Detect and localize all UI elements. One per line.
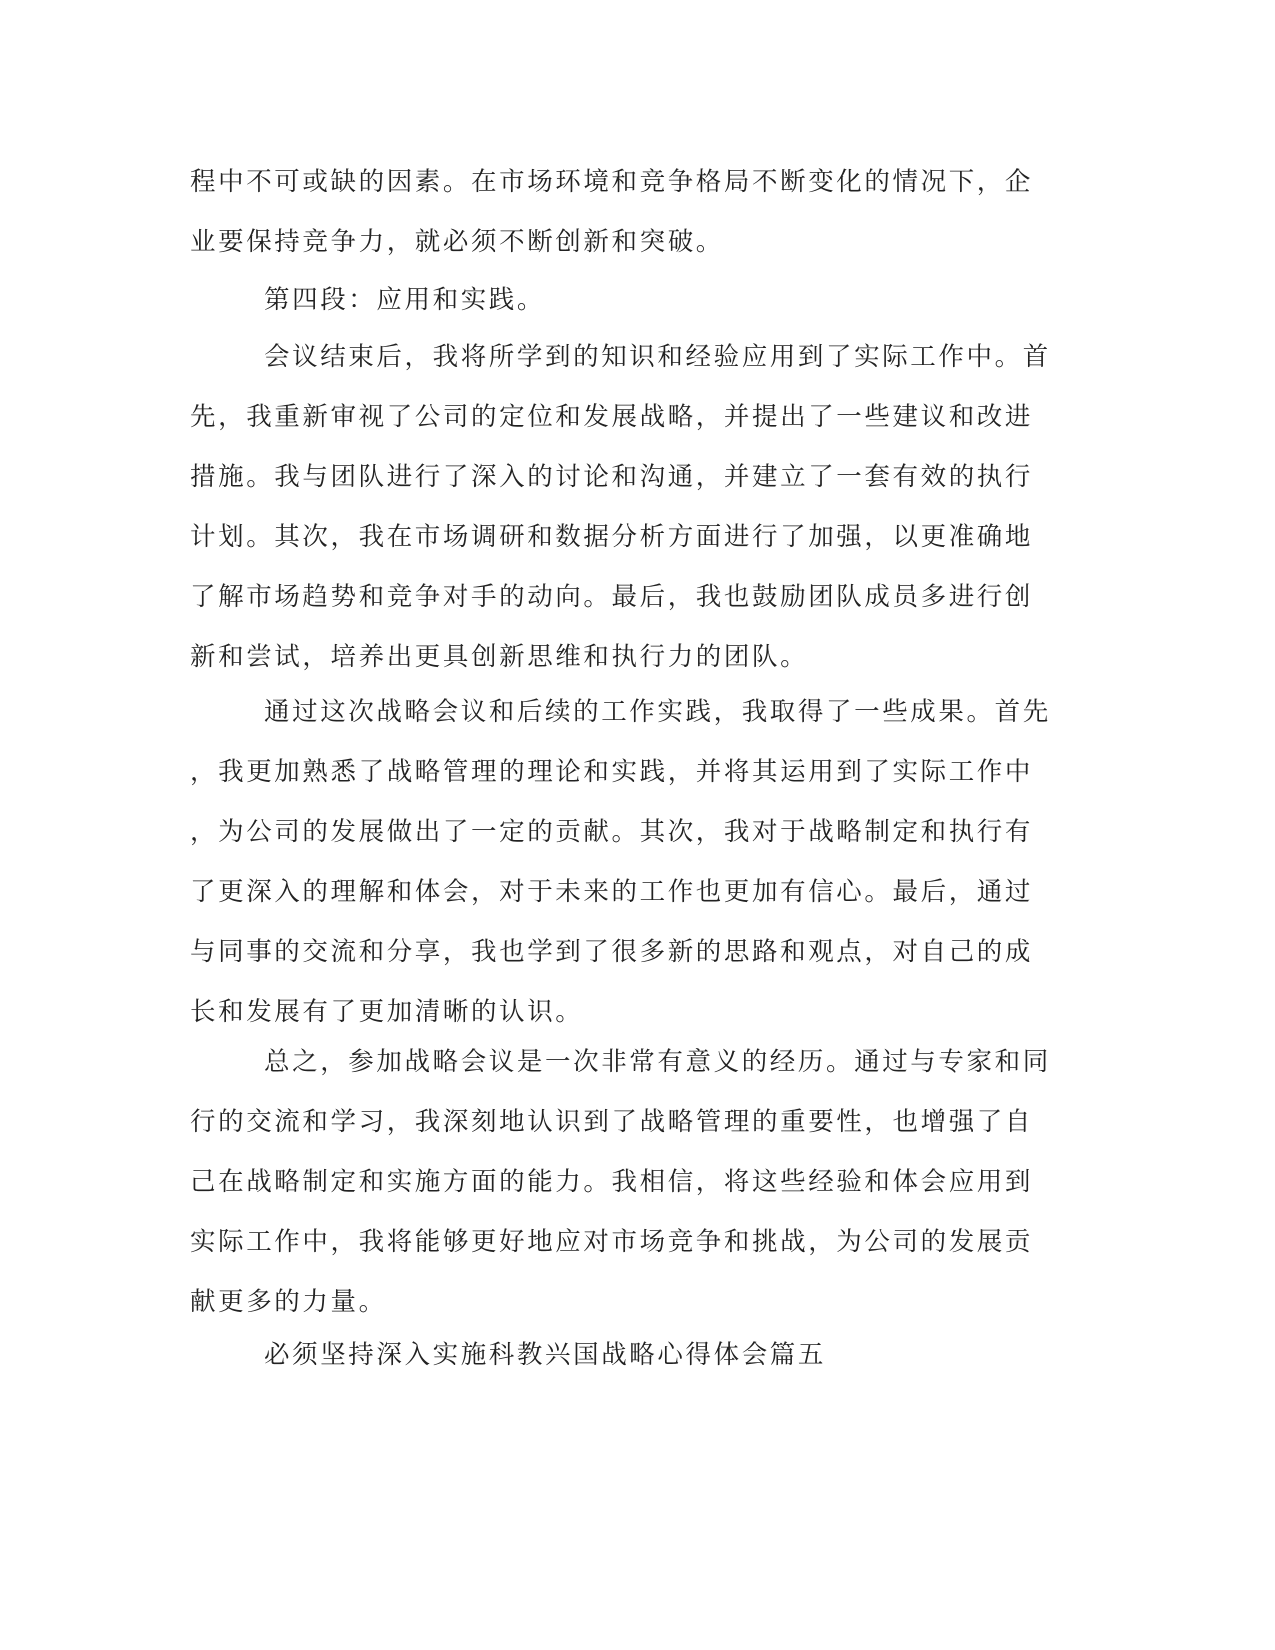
text-line: 计划。其次，我在市场调研和数据分析方面进行了加强，以更准确地 (190, 522, 1034, 552)
text-line: 业要保持竞争力，就必须不断创新和突破。 (190, 227, 724, 257)
text-line: 长和发展有了更加清晰的认识。 (190, 997, 584, 1027)
paragraph-1 (190, 152, 1090, 272)
section-heading-4 (190, 270, 1090, 330)
text-line: 新和尝试，培养出更具创新思维和执行力的团队。 (190, 642, 809, 672)
text-line: 总之，参加战略会议是一次非常有意义的经历。通过与专家和同 (264, 1047, 1051, 1077)
text-line: 献更多的力量。 (190, 1287, 387, 1317)
paragraph-5 (190, 1032, 1090, 1332)
text-line: 程中不可或缺的因素。在市场环境和竞争格局不断变化的情况下，企 (190, 167, 1034, 197)
section-heading-text: 第四段：应用和实践。 (264, 285, 546, 315)
paragraph-3 (190, 327, 1090, 687)
article-title-5 (190, 1325, 1090, 1385)
text-line: ，为公司的发展做出了一定的贡献。其次，我对于战略制定和执行有 (190, 817, 1034, 847)
text-line: 了解市场趋势和竞争对手的动向。最后，我也鼓励团队成员多进行创 (190, 582, 1034, 612)
text-line: 先，我重新审视了公司的定位和发展战略，并提出了一些建议和改进 (190, 402, 1034, 432)
text-line: 己在战略制定和实施方面的能力。我相信，将这些经验和体会应用到 (190, 1167, 1034, 1197)
text-line: 措施。我与团队进行了深入的讨论和沟通，并建立了一套有效的执行 (190, 462, 1034, 492)
text-line: 行的交流和学习，我深刻地认识到了战略管理的重要性，也增强了自 (190, 1107, 1034, 1137)
text-line: 了更深入的理解和体会，对于未来的工作也更加有信心。最后，通过 (190, 877, 1034, 907)
text-line: ，我更加熟悉了战略管理的理论和实践，并将其运用到了实际工作中 (190, 757, 1034, 787)
text-line: 与同事的交流和分享，我也学到了很多新的思路和观点，对自己的成 (190, 937, 1034, 967)
article-title-text: 必须坚持深入实施科教兴国战略心得体会篇五 (264, 1340, 827, 1370)
paragraph-4 (190, 682, 1090, 1042)
text-line: 会议结束后，我将所学到的知识和经验应用到了实际工作中。首 (264, 342, 1051, 372)
text-line: 实际工作中，我将能够更好地应对市场竞争和挑战，为公司的发展贡 (190, 1227, 1034, 1257)
text-line: 通过这次战略会议和后续的工作实践，我取得了一些成果。首先 (264, 697, 1051, 727)
